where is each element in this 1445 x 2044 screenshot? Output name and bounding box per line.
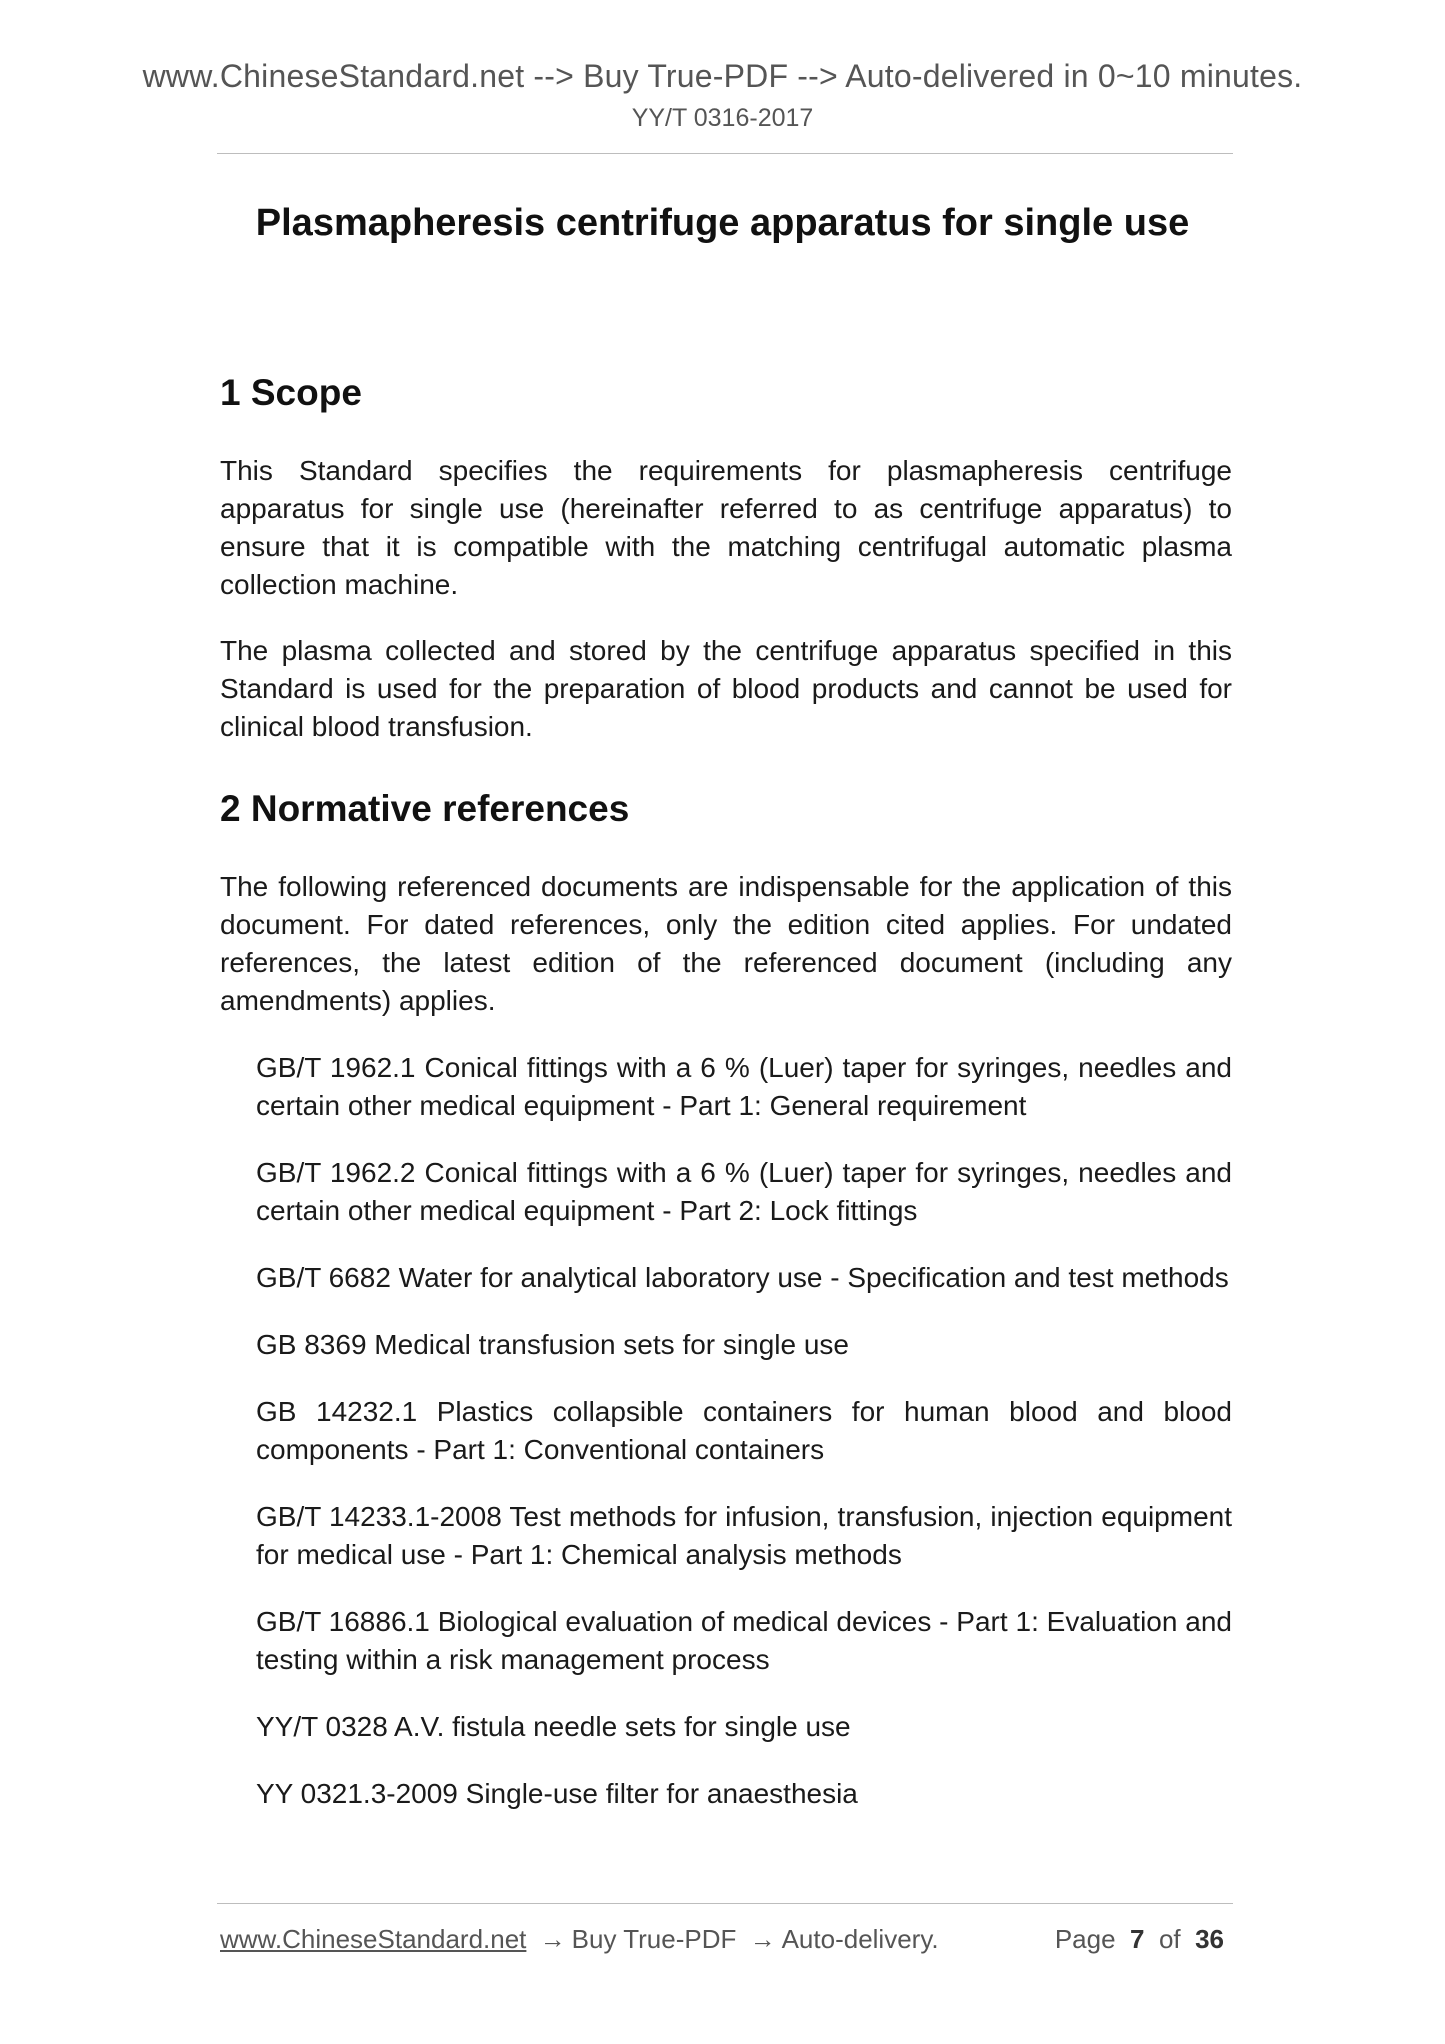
- page-footer: [220, 1924, 1230, 1960]
- page-label: Page: [1054, 1924, 1116, 1954]
- reference-item: GB/T 1962.1 Conical fittings with a 6 % (Luer) taper for syringes, needles and certain other medical equipment - Part 1: General requirement: [256, 1052, 1232, 1121]
- page-total: 36: [1195, 1924, 1224, 1954]
- footer-promo: [220, 1924, 939, 1955]
- reference-item: GB/T 14233.1-2008 Test methods for infusion, transfusion, injection equipment for medical use - Part 1: Chemical analysis methods: [256, 1501, 1232, 1570]
- footer-website-link[interactable]: www.ChineseStandard.net: [220, 1924, 527, 1954]
- reference-list: [220, 1049, 1232, 1813]
- page-of-label: of: [1158, 1924, 1181, 1954]
- arrow-right-icon: →: [749, 1924, 776, 1954]
- reference-item: YY 0321.3-2009 Single-use filter for anaesthesia: [256, 1778, 858, 1809]
- reference-item: GB 8369 Medical transfusion sets for single use: [256, 1329, 849, 1360]
- reference-item: GB/T 1962.2 Conical fittings with a 6 % (Luer) taper for syringes, needles and certain other medical equipment - Part 2: Lock fittings: [256, 1157, 1232, 1226]
- page-current: 7: [1130, 1924, 1145, 1954]
- standard-number: YY/T 0316-2017: [631, 104, 814, 132]
- header-divider: [217, 153, 1233, 154]
- document-title: Plasmapheresis centrifuge apparatus for single use: [255, 202, 1190, 244]
- document-body: [220, 372, 1232, 1842]
- footer-divider: [217, 1903, 1233, 1904]
- reference-item: YY/T 0328 A.V. fistula needle sets for single use: [256, 1711, 851, 1742]
- reference-item: GB/T 6682 Water for analytical laboratory use - Specification and test methods: [256, 1262, 1229, 1293]
- normative-intro-paragraph: The following referenced documents are indispensable for the application of this document. For dated references, only the edition cited applies. For undated references, the latest edition of the referenced document (including any amendments) applies.: [220, 871, 1232, 1016]
- scope-paragraph-2: The plasma collected and stored by the centrifuge apparatus specified in this Standard is used for the preparation of blood products and cannot be used for clinical blood transfusion.: [220, 635, 1232, 742]
- scope-paragraph-1: This Standard specifies the requirements for plasmapheresis centrifuge apparatus for single use (hereinafter referred to as centrifuge apparatus) to ensure that it is compatible with the matching centrifugal automatic plasma collection machine.: [220, 455, 1232, 600]
- reference-item: GB/T 16886.1 Biological evaluation of medical devices - Part 1: Evaluation and testing within a risk management process: [256, 1606, 1232, 1675]
- section-heading-normative-references: 2 Normative references: [220, 788, 630, 829]
- footer-buy-text: Buy True-PDF: [571, 1924, 737, 1954]
- reference-item: GB 14232.1 Plastics collapsible containers for human blood and blood components - Part 1: Conventional containers: [256, 1396, 1232, 1465]
- section-heading-scope: 1 Scope: [220, 372, 362, 413]
- arrow-right-icon: →: [539, 1924, 566, 1954]
- footer-delivery-text: Auto-delivery.: [781, 1924, 939, 1954]
- page-indicator: [1055, 1924, 1224, 1955]
- header-banner: www.ChineseStandard.net --> Buy True-PDF --> Auto-delivered in 0~10 minutes.: [142, 58, 1303, 94]
